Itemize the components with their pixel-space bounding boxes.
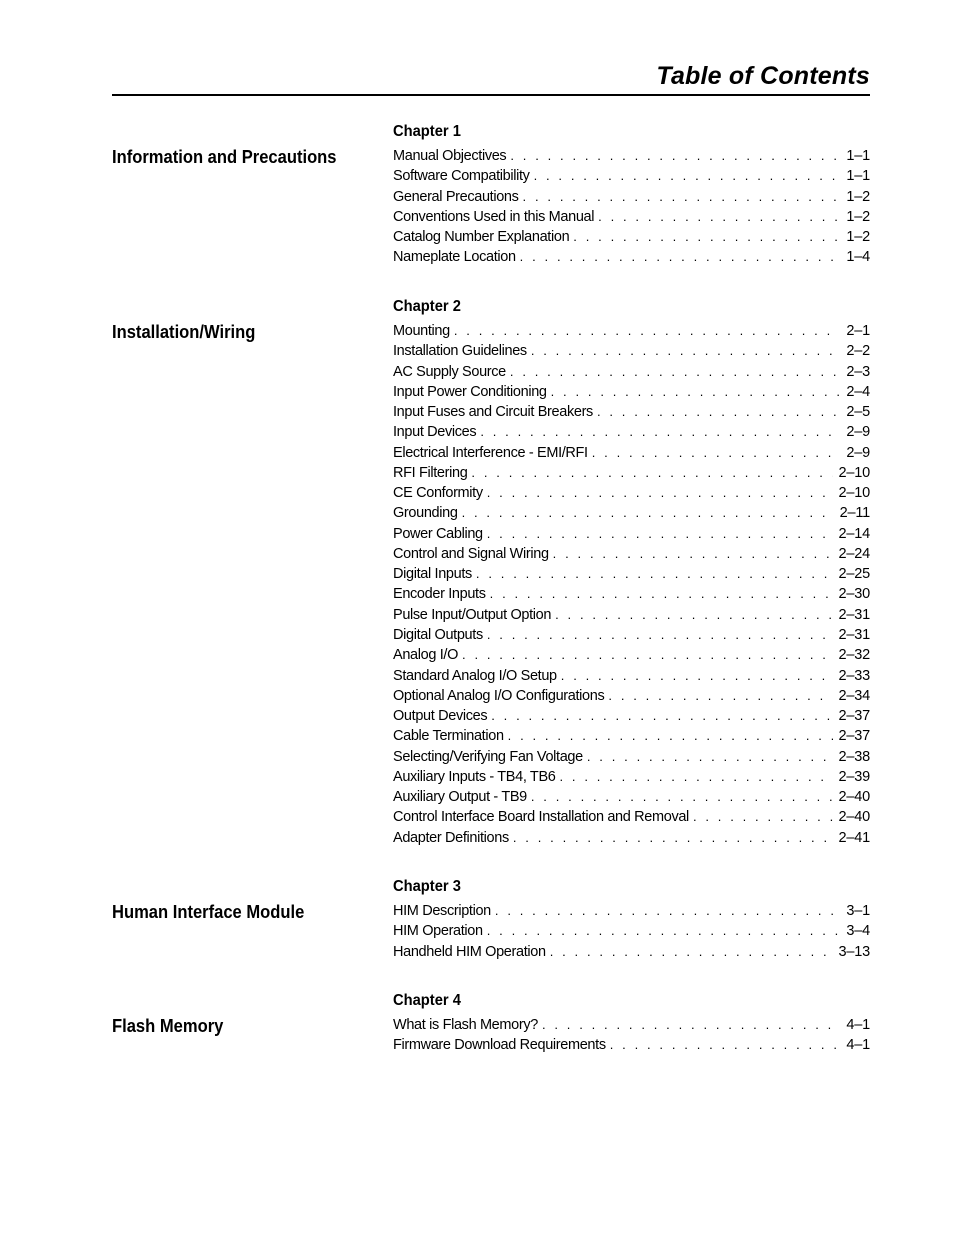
toc-entry-title: Analog I/O <box>393 647 459 664</box>
toc-entry <box>393 146 870 166</box>
toc-entry-title: AC Supply Source <box>393 363 506 380</box>
chapter-label: Chapter 3 <box>393 878 461 895</box>
toc-entry-title: Optional Analog I/O Configurations <box>393 687 605 704</box>
toc-entry-list <box>393 146 870 268</box>
toc-entry <box>393 341 870 361</box>
section-title: Installation/Wiring <box>112 322 256 342</box>
toc-entry-title: Conventions Used in this Manual <box>393 208 595 225</box>
toc-entry-title: Digital Inputs <box>393 566 472 583</box>
dot-leader <box>508 726 833 746</box>
toc-entry-page-number: 2–34 <box>838 687 870 704</box>
section-title: Flash Memory <box>112 1016 224 1036</box>
toc-entry-title: Adapter Definitions <box>393 829 509 846</box>
toc-entry-page-number: 1–2 <box>846 229 870 246</box>
toc-entry <box>393 767 870 787</box>
toc-entry <box>393 503 870 523</box>
toc-entry <box>393 463 870 483</box>
toc-entry-page-number: 3–13 <box>838 943 870 960</box>
toc-entry-title: Standard Analog I/O Setup <box>393 667 557 684</box>
toc-entry-title: Pulse Input/Output Option <box>393 606 552 623</box>
toc-entry-page-number: 2–31 <box>838 606 870 623</box>
toc-entry <box>393 807 870 827</box>
toc-entry <box>393 483 870 503</box>
toc-entry-page-number: 2–25 <box>838 566 870 583</box>
dot-leader <box>598 207 840 227</box>
dot-leader <box>534 166 841 186</box>
toc-entry <box>393 362 870 382</box>
toc-entry-title: What is Flash Memory? <box>393 1017 538 1033</box>
toc-entry <box>393 227 870 247</box>
toc-entry-title: Grounding <box>393 505 458 522</box>
toc-entry <box>393 686 870 706</box>
toc-entry-page-number: 2–37 <box>838 728 870 745</box>
toc-entry <box>393 1035 870 1055</box>
dot-leader <box>555 605 832 625</box>
dot-leader <box>597 402 840 422</box>
toc-entry-page-number: 4–1 <box>846 1037 870 1054</box>
dot-leader <box>487 625 833 645</box>
dot-leader <box>510 146 840 166</box>
toc-entry-title: Control and Signal Wiring <box>393 545 549 562</box>
chapter-label: Chapter 4 <box>393 992 461 1009</box>
dot-leader <box>553 544 833 564</box>
toc-entry-title: Selecting/Verifying Fan Voltage <box>393 748 583 765</box>
toc-entry <box>393 524 870 544</box>
toc-entry-title: Nameplate Location <box>393 249 516 266</box>
dot-leader <box>561 666 833 686</box>
toc-entry-list <box>393 321 870 848</box>
toc-entry-title: Control Interface Board Installation and Removal <box>393 809 689 826</box>
toc-entry-title: Input Devices <box>393 424 477 441</box>
toc-entry-page-number: 1–1 <box>846 168 870 185</box>
toc-entry-page-number: 2–40 <box>838 809 870 826</box>
toc-entry <box>393 726 870 746</box>
dot-leader <box>487 921 841 941</box>
toc-entry <box>393 645 870 665</box>
toc-entry-page-number: 2–9 <box>846 444 870 461</box>
toc-entry-list <box>393 901 870 962</box>
dot-leader <box>487 483 833 503</box>
dot-leader <box>542 1015 840 1035</box>
toc-entry <box>393 247 870 267</box>
title-rule <box>112 94 870 96</box>
toc-entry-title: Auxiliary Output - TB9 <box>393 789 527 806</box>
toc-entry-page-number: 2–9 <box>846 424 870 441</box>
toc-entry-page-number: 2–31 <box>838 626 870 643</box>
dot-leader <box>510 362 841 382</box>
dot-leader <box>480 422 840 442</box>
toc-entry-page-number: 2–3 <box>846 363 870 380</box>
dot-leader <box>495 901 841 921</box>
toc-entry <box>393 321 870 341</box>
dot-leader <box>592 443 841 463</box>
toc-entry-title: HIM Description <box>393 903 491 919</box>
toc-entry <box>393 942 870 962</box>
toc-entry <box>393 443 870 463</box>
toc-entry-title: Installation Guidelines <box>393 343 527 360</box>
toc-entry <box>393 787 870 807</box>
toc-entry-page-number: 4–1 <box>846 1017 870 1033</box>
chapter-label: Chapter 1 <box>393 123 461 140</box>
toc-entry-title: HIM Operation <box>393 923 483 940</box>
toc-entry-title: General Precautions <box>393 188 519 205</box>
toc-entry-page-number: 2–1 <box>846 323 870 339</box>
toc-entry-title: Power Cabling <box>393 525 483 542</box>
dot-leader <box>559 767 832 787</box>
toc-entry-page-number: 2–37 <box>838 708 870 725</box>
dot-leader <box>550 942 833 962</box>
toc-entry <box>393 422 870 442</box>
toc-entry-title: Output Devices <box>393 708 488 725</box>
toc-entry-page-number: 1–2 <box>846 188 870 205</box>
toc-entry-page-number: 2–40 <box>838 789 870 806</box>
toc-entry-title: Auxiliary Inputs - TB4, TB6 <box>393 768 556 785</box>
toc-entry <box>393 207 870 227</box>
toc-entry-page-number: 2–38 <box>838 748 870 765</box>
dot-leader <box>471 463 832 483</box>
toc-entry-title: Handheld HIM Operation <box>393 943 546 960</box>
section-title: Information and Precautions <box>112 147 337 167</box>
toc-entry-page-number: 1–1 <box>846 148 870 164</box>
dot-leader <box>531 341 841 361</box>
toc-entry-page-number: 1–4 <box>846 249 870 266</box>
dot-leader <box>520 247 841 267</box>
toc-entry-page-number: 2–14 <box>838 525 870 542</box>
dot-leader <box>531 787 833 807</box>
toc-entry <box>393 382 870 402</box>
toc-entry-page-number: 2–39 <box>838 768 870 785</box>
dot-leader <box>573 227 840 247</box>
toc-entry <box>393 187 870 207</box>
dot-leader <box>587 747 833 767</box>
toc-entry <box>393 1015 870 1035</box>
toc-entry <box>393 605 870 625</box>
toc-entry-page-number: 2–5 <box>846 404 870 421</box>
dot-leader <box>491 706 832 726</box>
toc-entry <box>393 666 870 686</box>
toc-entry <box>393 747 870 767</box>
toc-entry-title: Input Power Conditioning <box>393 383 547 400</box>
toc-entry <box>393 901 870 921</box>
chapter-label: Chapter 2 <box>393 298 461 315</box>
dot-leader <box>476 564 833 584</box>
toc-entry <box>393 584 870 604</box>
toc-entry-title: RFI Filtering <box>393 464 468 481</box>
dot-leader <box>454 321 841 341</box>
dot-leader <box>523 187 841 207</box>
toc-entry <box>393 625 870 645</box>
toc-entry-title: Firmware Download Requirements <box>393 1037 606 1054</box>
toc-entry <box>393 166 870 186</box>
toc-entry-page-number: 2–32 <box>838 647 870 664</box>
toc-entry <box>393 544 870 564</box>
dot-leader <box>693 807 833 827</box>
toc-entry <box>393 402 870 422</box>
toc-entry-title: Digital Outputs <box>393 626 483 643</box>
toc-entry-title: Software Compatibility <box>393 168 530 185</box>
dot-leader <box>490 584 833 604</box>
toc-entry-title: Encoder Inputs <box>393 586 486 603</box>
dot-leader <box>462 503 834 523</box>
page-title: Table of Contents <box>656 62 870 90</box>
dot-leader <box>610 1035 841 1055</box>
toc-entry-page-number: 2–41 <box>838 829 870 846</box>
toc-entry-title: Cable Termination <box>393 728 504 745</box>
toc-entry-page-number: 2–4 <box>846 383 870 400</box>
dot-leader <box>513 828 833 848</box>
toc-entry-list <box>393 1015 870 1056</box>
dot-leader <box>608 686 832 706</box>
toc-entry-page-number: 2–33 <box>838 667 870 684</box>
toc-entry-page-number: 2–11 <box>839 505 870 522</box>
dot-leader <box>487 524 833 544</box>
toc-entry-title: Mounting <box>393 323 450 339</box>
toc-entry <box>393 706 870 726</box>
dot-leader <box>462 645 833 665</box>
toc-entry <box>393 921 870 941</box>
dot-leader <box>551 382 841 402</box>
toc-entry-page-number: 3–1 <box>846 903 870 919</box>
toc-entry-page-number: 1–2 <box>846 208 870 225</box>
toc-entry-title: Catalog Number Explanation <box>393 229 570 246</box>
toc-entry-page-number: 2–2 <box>846 343 870 360</box>
toc-entry <box>393 564 870 584</box>
toc-entry-page-number: 2–10 <box>838 464 870 481</box>
toc-entry-title: CE Conformity <box>393 485 483 502</box>
toc-entry-page-number: 2–30 <box>838 586 870 603</box>
toc-entry-page-number: 2–24 <box>838 545 870 562</box>
toc-entry <box>393 828 870 848</box>
section-title: Human Interface Module <box>112 902 305 922</box>
toc-entry-title: Input Fuses and Circuit Breakers <box>393 404 593 421</box>
toc-entry-title: Electrical Interference - EMI/RFI <box>393 444 588 461</box>
toc-entry-page-number: 3–4 <box>846 923 870 940</box>
toc-entry-page-number: 2–10 <box>838 485 870 502</box>
toc-entry-title: Manual Objectives <box>393 148 507 164</box>
